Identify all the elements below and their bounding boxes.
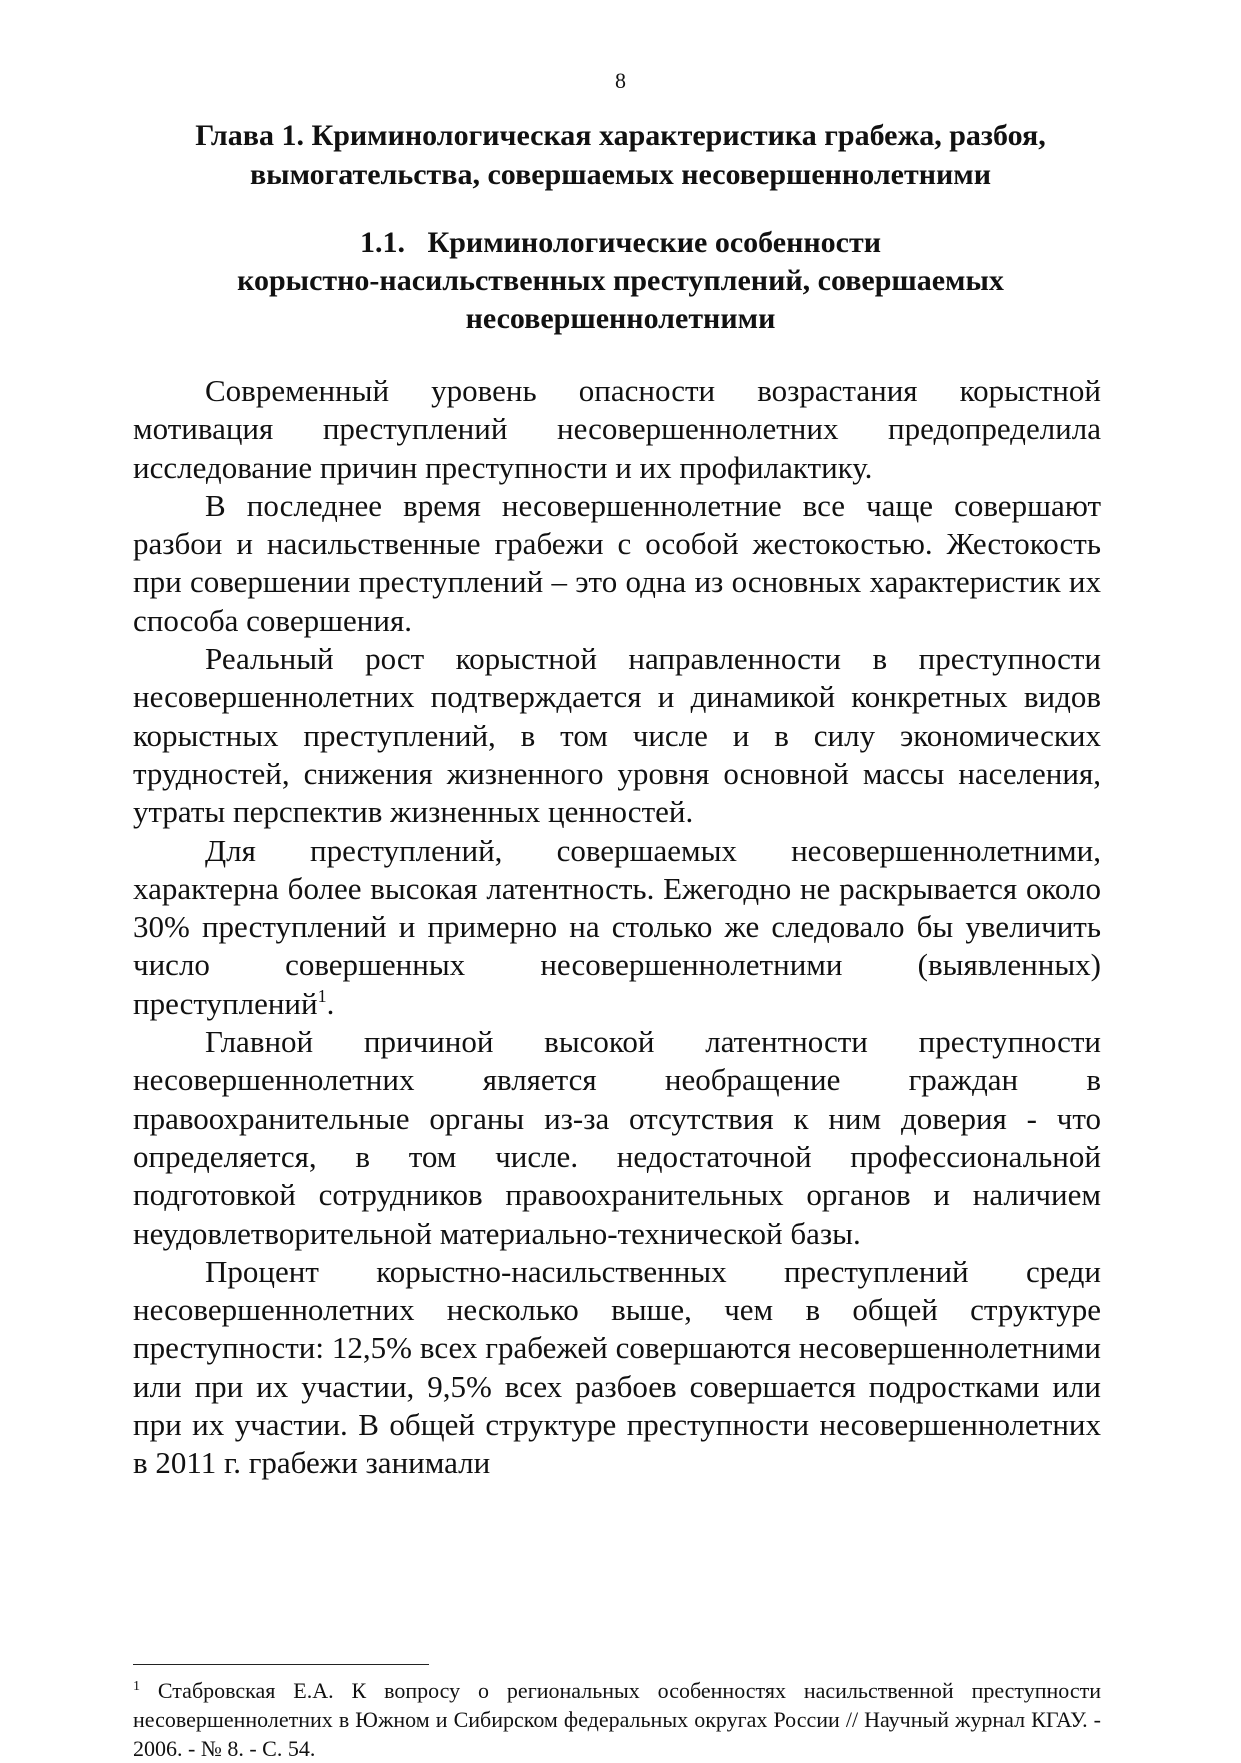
body-text [133, 372, 1101, 1483]
paragraph-2: В последнее время несовершеннолетние все чаще совершают разбои и насильственные грабежи с особой жестокостью. Жестокость при совершении преступлений – это одна из основных характеристик их способа совершения. [133, 487, 1101, 638]
footnote-marker: 1 [133, 1679, 140, 1694]
section-title [100, 224, 1141, 338]
paragraph-1: Современный уровень опасности возрастания корыстной мотивация преступлений несовершеннолетних предопределила исследование причин преступности и их профилактику. [133, 373, 1101, 485]
section-title-line-3: несовершеннолетними [465, 302, 776, 335]
chapter-title-line-2: вымогательства, совершаемых несовершеннолетними [249, 158, 991, 191]
paragraph-4-text: Для преступлений, совершаемых несовершеннолетними, характерна более высокая латентность. Ежегодно не раскрывается около 30% преступлений и примерно на столько же следовало бы увеличить число совершенных несовершеннолетними (выявленных) преступлений [133, 832, 1101, 1021]
paragraph-6: Процент корыстно-насильственных преступлений среди несовершеннолетних несколько выше, чем в общей структуре преступности: 12,5% всех грабежей совершаются несовершеннолетними или при их участии, 9,5% всех разбоев совершается подростками или при их участии. В общей структуре преступности несовершеннолетних в 2011 г. грабежи занимали [133, 1253, 1101, 1481]
page-number: 8 [615, 68, 626, 93]
paragraph-3: Реальный рост корыстной направленности в преступности несовершеннолетних подтверждается и динамикой конкретных видов корыстных преступлений, в том числе и в силу экономических трудностей, снижения жизненного уровня основной массы населения, утраты перспектив жизненных ценностей. [133, 641, 1101, 830]
section-title-line-1: 1.1. Криминологические особенности [359, 226, 881, 259]
section-title-line-2: корыстно-насильственных преступлений, совершаемых [237, 264, 1004, 297]
footnote-reference[interactable]: 1 [317, 985, 327, 1006]
chapter-title-line-1: Глава 1. Криминологическая характеристика грабежа, разбоя, [195, 119, 1046, 152]
paragraph-4-end: . [326, 985, 335, 1021]
footnote-text: Стабровская Е.А. К вопросу о региональных особенностях насильственной преступности несовершеннолетних в Южном и Сибирском федеральных округах России // Научный журнал КГАУ. - 2006. - № 8. - С. 54. [133, 1678, 1101, 1761]
paragraph-5: Главной причиной высокой латентности преступности несовершеннолетних является необращение граждан в правоохранительные органы из-за отсутствия к ним доверия - что определяется, в том числе. недостаточной профессиональной подготовкой сотрудников правоохранительных органов и наличием неудовлетворительной материально-технической базы. [133, 1024, 1101, 1251]
footnote [133, 1676, 1101, 1763]
paragraph-4 [133, 832, 1101, 1023]
footnote-divider [133, 1664, 429, 1665]
chapter-title [100, 116, 1141, 194]
